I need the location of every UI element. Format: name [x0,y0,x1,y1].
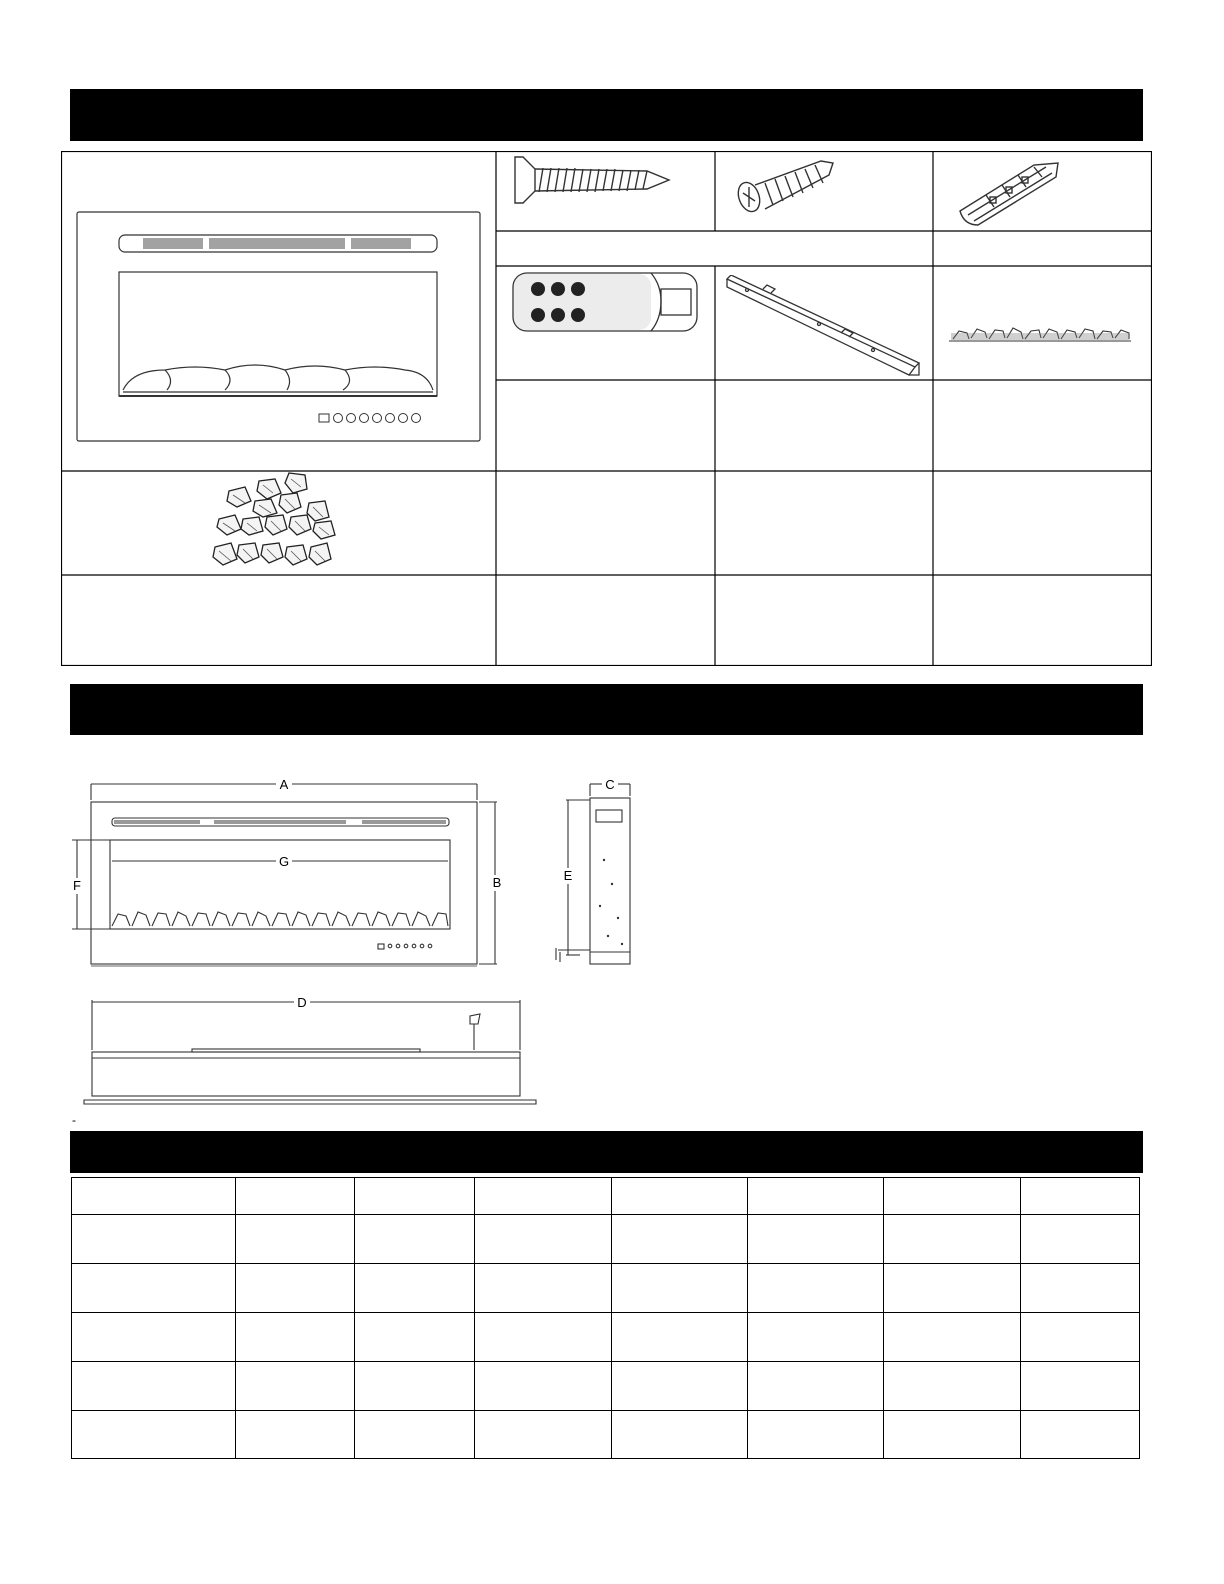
dim-label-a: A [279,777,289,792]
crystal-pile-icon [211,471,341,575]
wall-anchor-icon [956,155,1066,227]
parts-table [61,151,1152,666]
top-view-outline [92,1052,520,1096]
spec-table [71,1177,1140,1459]
side-view-outline [590,798,630,964]
dimension-drawings [0,760,660,1120]
specs-section-header [70,1131,1143,1173]
crystal-strip-icon [947,323,1133,345]
dimensions-section-header [70,684,1143,735]
table-row [72,1362,1140,1411]
dim-label-f: F [73,878,81,893]
machine-screw-icon [735,157,839,215]
remote-control-icon [511,271,701,335]
stray-mark: - [72,1113,76,1127]
dim-label-e: E [563,868,573,883]
dim-label-g: G [278,854,290,869]
fireplace-front-icon [75,210,483,443]
table-row [72,1411,1140,1459]
dim-label-d: D [297,995,307,1010]
dim-label-c: C [605,777,615,792]
specs-section-title [70,1141,86,1163]
parts-section-title [70,103,86,125]
parts-section-header [70,89,1143,141]
dimensions-section-title [70,698,86,720]
table-header-row [72,1178,1140,1215]
table-row [72,1264,1140,1313]
mounting-bracket-icon [723,275,923,381]
dim-label-b: B [492,875,502,890]
table-row [72,1215,1140,1264]
table-row [72,1313,1140,1362]
wood-screw-icon [511,155,671,205]
